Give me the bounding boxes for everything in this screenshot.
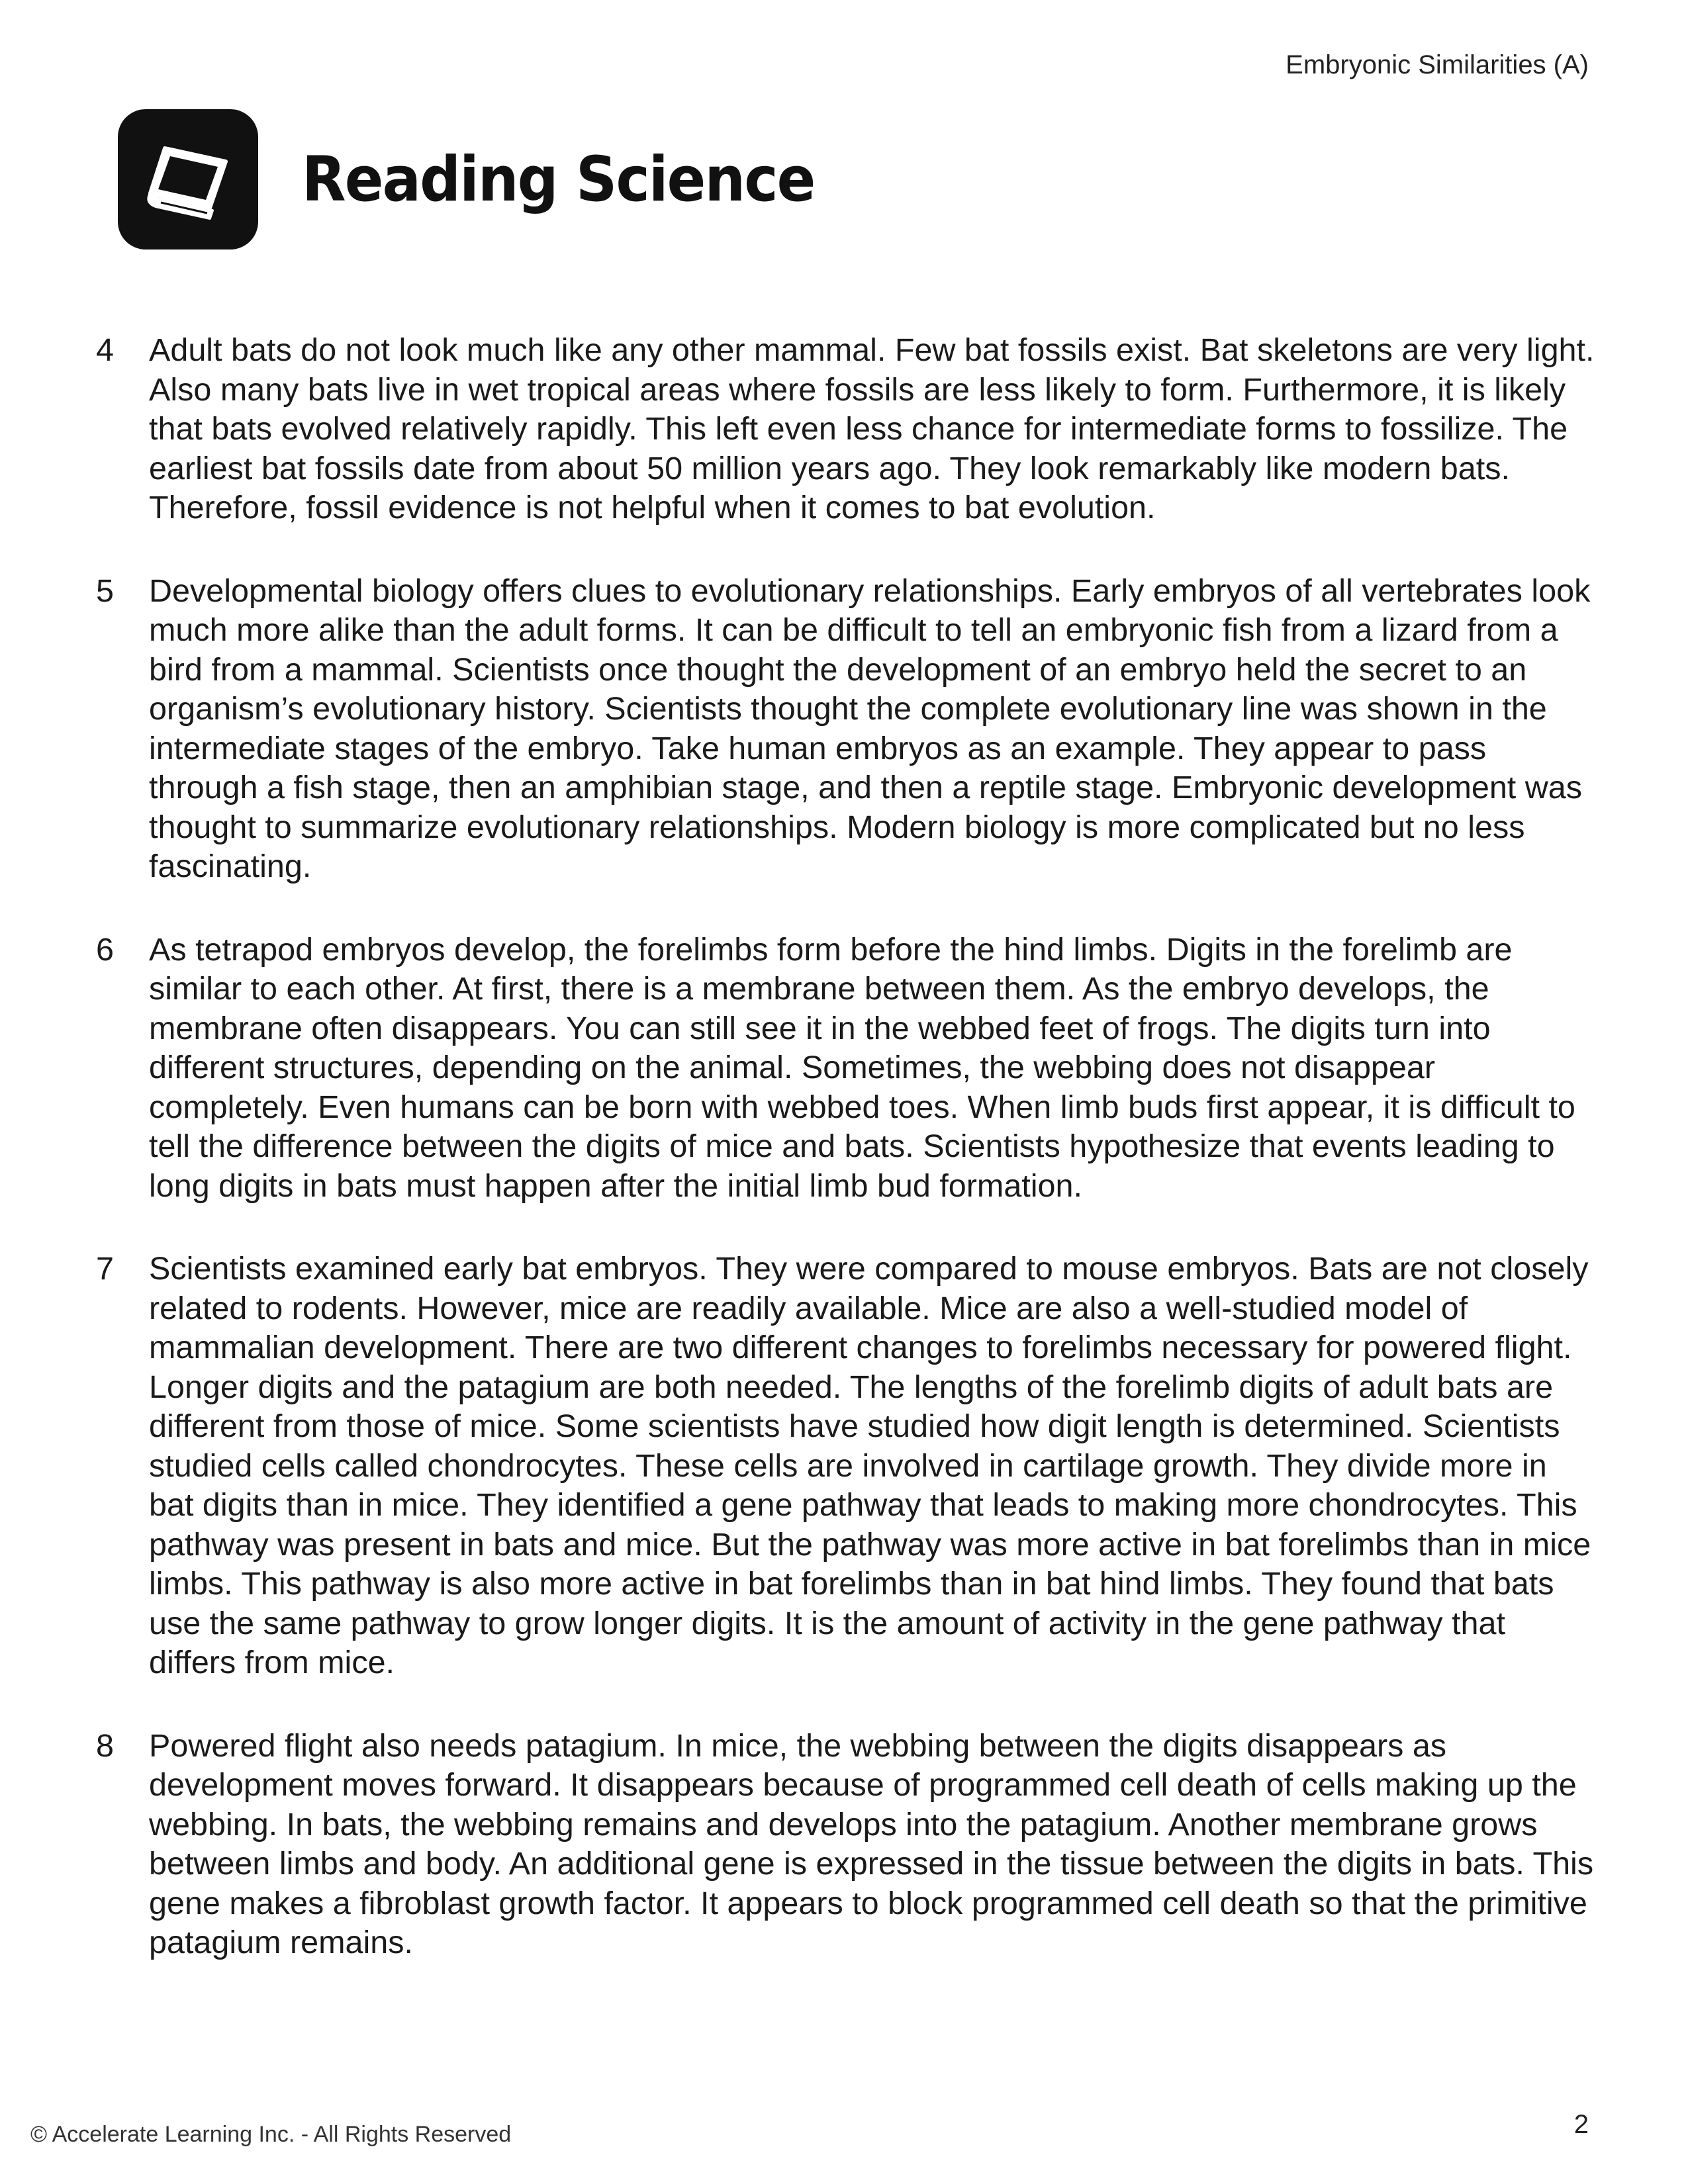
- brand-title: Reading Science: [302, 143, 815, 216]
- paragraph-4: [96, 331, 1599, 528]
- paragraph-number: 7: [96, 1251, 114, 1287]
- document-title: Embryonic Similarities (A): [1286, 50, 1589, 79]
- paragraph-6: [96, 931, 1599, 1206]
- paragraph-5: [96, 572, 1599, 887]
- paragraph-text: Scientists examined early bat embryos. They were compared to mouse embryos. Bats are not closely related to rodents. However, mice are readily available. Mice are also a well-studied model of mammalian development. There are two different changes to forelimbs necessary for powered flight. Longer digits and the patagium are both needed. The lengths of the forelimb digits of adult bats are different from those of mice. Some scientists have studied how digit length is determined. Scientists studied cells called chondrocytes. These cells are involved in cartilage growth. They divide more in bat digits than in mice. They identified a gene pathway that leads to making more chondrocytes. This pathway was present in bats and mice. But the pathway was more active in bat forelimbs than in mice limbs. This pathway is also more active in bat forelimbs than in bat hind limbs. They found that bats use the same pathway to grow longer digits. It is the amount of activity in the gene pathway that differs from mice.: [149, 1251, 1591, 1680]
- paragraph-8: [96, 1727, 1599, 1963]
- paragraph-text: Developmental biology offers clues to evolutionary relationships. Early embryos of all vertebrates look much more alike than the adult forms. It can be difficult to tell an embryonic fish from a lizard from a bird from a mammal. Scientists once thought the development of an embryo held the secret to an organism’s evolutionary history. Scientists thought the complete evolutionary line was shown in the intermediate stages of the embryo. Take human embryos as an example. They appear to pass through a fish stage, then an amphibian stage, and then a reptile stage. Embryonic development was thought to summarize evolutionary relationships. Modern biology is more complicated but no less fascinating.: [149, 572, 1591, 884]
- paragraph-number: 4: [96, 332, 114, 368]
- article-body: [96, 331, 1599, 2007]
- paragraph-number: 5: [96, 572, 114, 609]
- page-number: 2: [1573, 2110, 1589, 2139]
- paragraph-7: [96, 1250, 1599, 1683]
- paragraph-text: As tetrapod embryos develop, the forelimbs form before the hind limbs. Digits in the forelimb are similar to each other. At first, there is a membrane between them. As the embryo develops, the membrane often disappears. You can still see it in the webbed feet of frogs. The digits turn into different structures, depending on the animal. Sometimes, the webbing does not disappear completely. Even humans can be born with webbed toes. When limb buds first appear, it is difficult to tell the difference between the digits of mice and bats. Scientists hypothesize that events leading to long digits in bats must happen after the initial limb bud formation.: [149, 931, 1575, 1204]
- paragraph-text: Adult bats do not look much like any other mammal. Few bat fossils exist. Bat skeletons are very light. Also many bats live in wet tropical areas where fossils are less likely to form. Furthermore, it is likely that bats evolved relatively rapidly. This left even less chance for intermediate forms to fossilize. The earliest bat fossils date from about 50 million years ago. They look remarkably like modern bats. Therefore, fossil evidence is not helpful when it comes to bat evolution.: [149, 332, 1595, 525]
- book-icon: [118, 109, 258, 250]
- paragraph-number: 8: [96, 1727, 114, 1764]
- reading-science-banner: [118, 109, 859, 250]
- paragraph-text: Powered flight also needs patagium. In mice, the webbing between the digits disappears as development moves forward. It disappears because of programmed cell death of cells making up the webbing. In bats, the webbing remains and develops into the patagium. Another membrane grows between limbs and body. An additional gene is expressed in the tissue between the digits in bats. This gene makes a fibroblast growth factor. It appears to block programmed cell death so that the primitive patagium remains.: [149, 1727, 1594, 1960]
- paragraph-number: 6: [96, 931, 114, 968]
- copyright-notice: © Accelerate Learning Inc. - All Rights Reserved: [30, 2122, 512, 2147]
